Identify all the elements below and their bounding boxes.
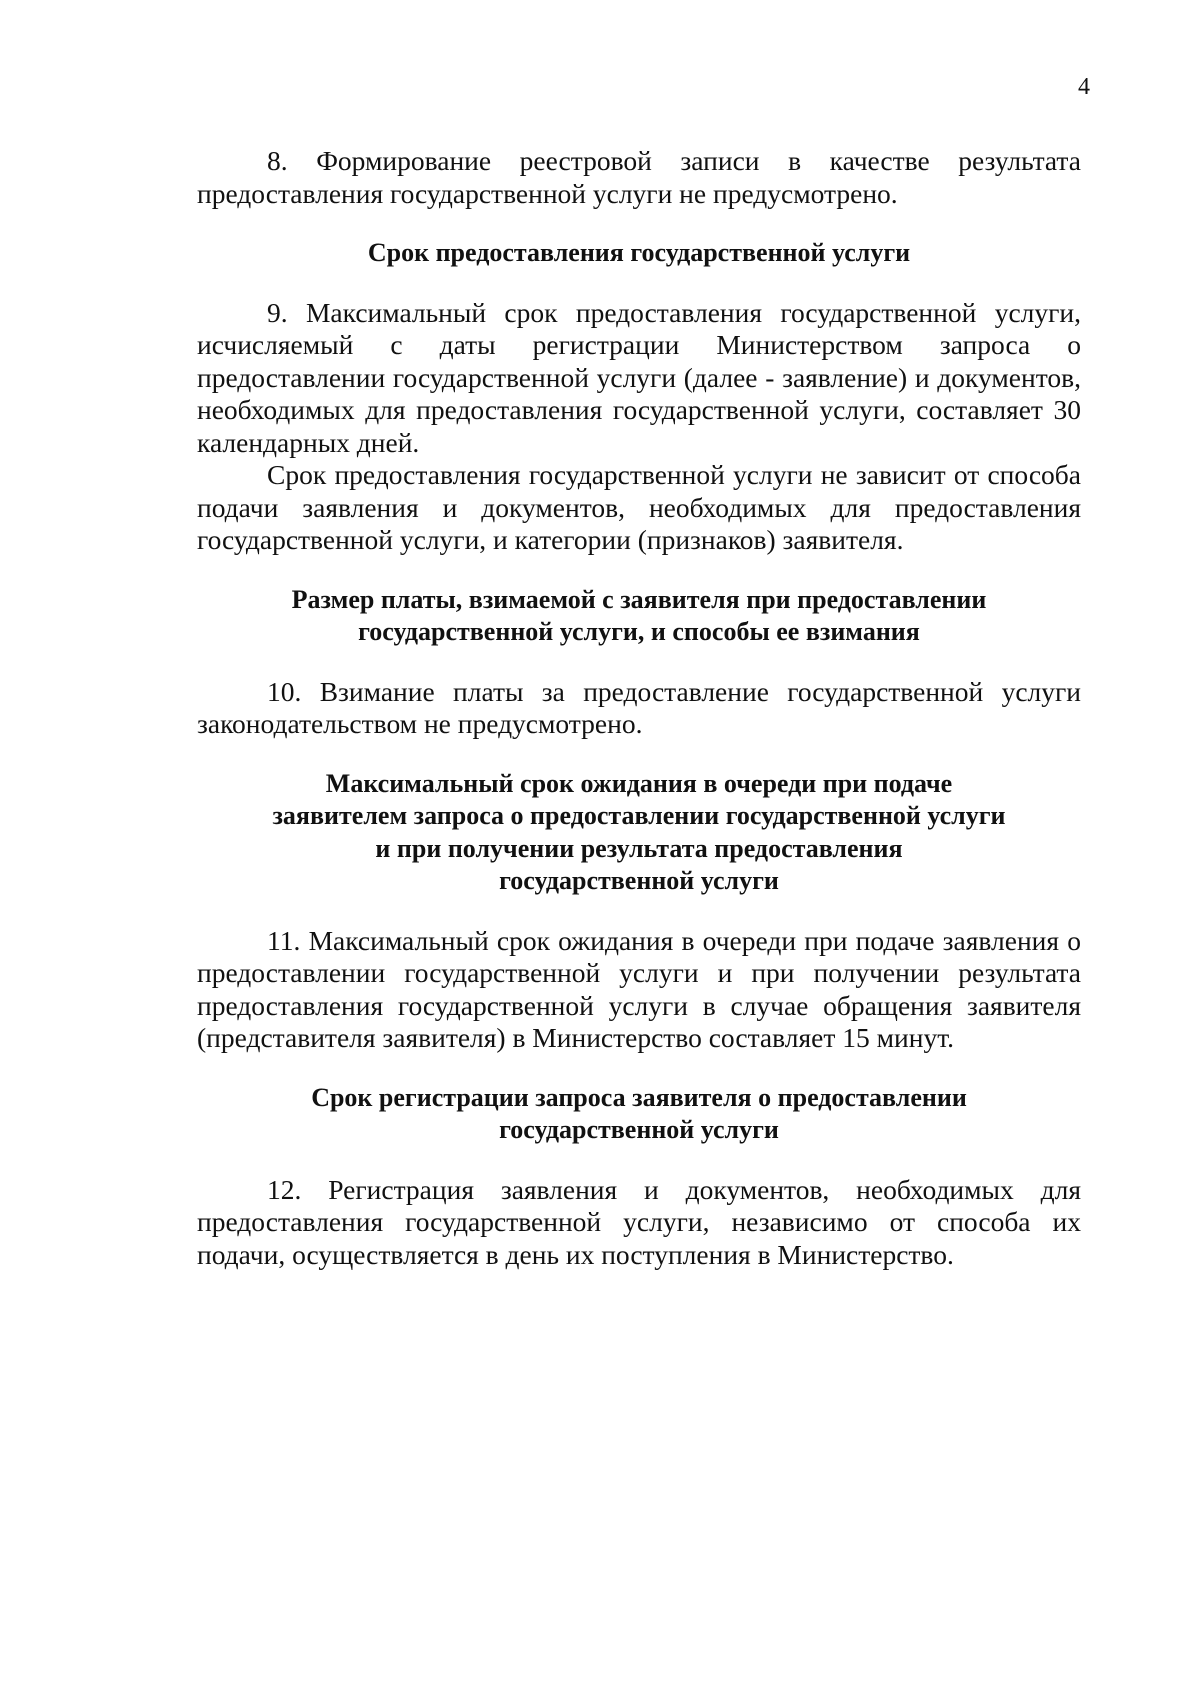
paragraph-9: 9. Максимальный срок предоставления государственной услуги, исчисляемый с даты регистрации Министерством запроса о предоставлении государственной услуги (далее - заявление) и документов, необходимых для предоставления государственной услуги, составляет 30 календарных дней. [197, 296, 1081, 458]
heading-line: государственной услуги [499, 866, 779, 895]
heading-fee [197, 584, 1081, 649]
heading-line: государственной услуги [499, 1115, 779, 1144]
heading-line: Срок регистрации запроса заявителя о предоставлении [311, 1082, 967, 1112]
heading-queue-time [197, 768, 1081, 898]
heading-line: государственной услуги, и способы ее взимания [358, 617, 920, 646]
document-body [197, 145, 1081, 1271]
heading-registration-term [197, 1082, 1081, 1147]
paragraph-11: 11. Максимальный срок ожидания в очереди при подаче заявления о предоставлении государственной услуги и при получении результата предоставления государственной услуги в случае обращения заявителя (представителя заявителя) в Министерство составляет 15 минут. [197, 924, 1081, 1053]
heading-line: Срок предоставления государственной услуги [367, 238, 911, 267]
heading-line: Размер платы, взимаемой с заявителя при предоставлении [291, 584, 987, 614]
heading-line: и при получении результата предоставления [375, 833, 903, 863]
paragraph-12: 12. Регистрация заявления и документов, необходимых для предоставления государственной услуги, независимо от способа их подачи, осуществляется в день их поступления в Министерство. [197, 1173, 1081, 1270]
paragraph-9-continued: Срок предоставления государственной услуги не зависит от способа подачи заявления и документов, необходимых для предоставления государственной услуги, и категории (признаков) заявителя. [197, 459, 1081, 555]
paragraph-8: 8. Формирование реестровой записи в качестве результата предоставления государственной услуги не предусмотрено. [197, 145, 1081, 209]
page-number: 4 [1078, 74, 1090, 100]
heading-line: Максимальный срок ожидания в очереди при подаче [325, 768, 953, 798]
heading-line: заявителем запроса о предоставлении государственной услуги [272, 801, 1006, 830]
heading-service-term [197, 237, 1081, 270]
paragraph-10: 10. Взимание платы за предоставление государственной услуги законодательством не предусмотрено. [197, 675, 1081, 739]
